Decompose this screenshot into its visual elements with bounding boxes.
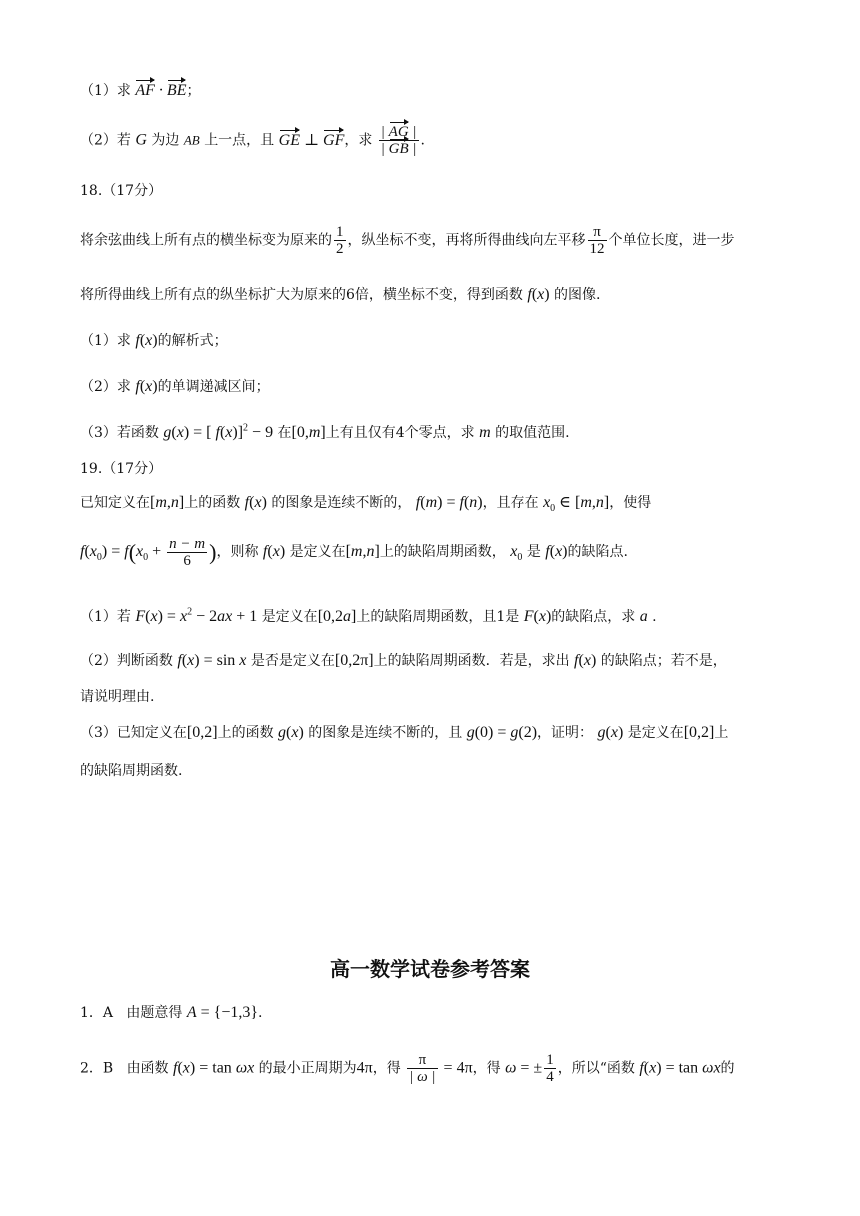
answer-2-num: 2．B xyxy=(80,1060,114,1077)
q19-p3-mid: 上的函数 xyxy=(217,725,274,741)
q18-p1-fx: f(x) xyxy=(135,332,158,349)
q19-p3-mid3: ，证明： xyxy=(537,725,594,741)
q19-def-d: ，且存在 xyxy=(482,495,539,511)
q18-part1 xyxy=(80,330,228,350)
q19-def-line1 xyxy=(80,492,651,514)
q19-def-line2 xyxy=(80,536,628,569)
q17-p2-ab: AB xyxy=(183,132,200,148)
answer-2-frac: $\frac{\pi}{| \omega |}$ xyxy=(409,1052,436,1085)
q17-part2 xyxy=(80,124,425,157)
answer-1-suffix: . xyxy=(258,1005,263,1021)
q19-def-c: 的图象是连续不断的， xyxy=(271,495,412,511)
q19-def2-c: 上的缺陷周期函数， xyxy=(379,544,506,561)
q19-p3-mid4: 是定义在 xyxy=(627,725,684,741)
q18-p1-prefix: （1）求 xyxy=(80,333,131,349)
answer-2-fx2: f(x) = tan ωx xyxy=(639,1059,721,1077)
answer-2 xyxy=(80,1052,735,1085)
answer-1-text: 由题意得 xyxy=(126,1005,183,1021)
q18-part2 xyxy=(80,376,270,396)
q17-p2-suffix: . xyxy=(420,132,425,149)
q19-p1-mid2: 上的缺陷周期函数，且1是 xyxy=(356,609,520,625)
q18-p2-suffix: 的单调递减区间； xyxy=(157,379,270,395)
q17-p2-perp: GE ⊥ GF xyxy=(278,131,345,149)
q19-p2-mid2: 上的缺陷周期函数．若是，求出 xyxy=(373,653,570,669)
q18-intro-c: 个单位长度，进一步 xyxy=(608,232,735,249)
q18-intro-line2 xyxy=(80,284,600,304)
q19-p3-interval2: [0,2] xyxy=(683,724,715,741)
q19-part3-line2: 的缺陷周期函数. xyxy=(80,763,183,779)
q18-intro-d: 将所得曲线上所有点的纵坐标扩大为原来的6倍，横坐标不变，得到函数 xyxy=(80,287,523,303)
q17-p2-mid1: 为边 xyxy=(151,132,180,149)
q19-def-fm-fn: f(m) = f(n) xyxy=(415,494,483,511)
q18-p3-interval: [0,m] xyxy=(291,424,326,441)
q19-def2-x0: $x_0$ xyxy=(510,543,523,564)
answer-2-suffix: 的 xyxy=(720,1060,735,1077)
q18-p3-prefix: （3）若函数 xyxy=(80,425,159,441)
q18-fx: f(x) xyxy=(527,286,550,303)
q18-intro-e: 的图像. xyxy=(554,287,601,303)
q18-p3-suffix: 的取值范围. xyxy=(495,425,570,441)
q19-def2-b: 是定义在 xyxy=(289,544,346,561)
q19-def2-d: 是 xyxy=(526,544,541,561)
q19-def-equation: $f(x_0) = f(x_0$ + $\frac{n - m}{6}$ ) xyxy=(80,536,217,569)
answer-2-omega: ω = ± xyxy=(505,1059,543,1077)
q18-p3-mid: 在 xyxy=(277,425,292,441)
q19-p3-mid5: 上 xyxy=(714,725,729,741)
q18-part3 xyxy=(80,422,570,442)
q19-p3-mid2: 的图象是连续不断的，且 xyxy=(308,725,463,741)
q19-p1-mid3: 的缺陷点，求 xyxy=(551,609,636,625)
q19-p2-fx: f(x) = sin x xyxy=(177,652,247,669)
answer-1 xyxy=(80,1002,262,1022)
q19-header: 19.（17分） xyxy=(80,461,163,477)
q19-p2-mid3: 的缺陷点；若不是， xyxy=(600,653,727,669)
answer-2-4pi: 4π xyxy=(356,1059,373,1077)
q19-p3-prefix: （3）已知定义在 xyxy=(80,725,187,741)
q19-def-e: ，使得 xyxy=(609,495,652,511)
q19-part3 xyxy=(80,722,728,742)
q17-p2-g: G xyxy=(135,131,147,149)
q19-def2-interval: [m,n] xyxy=(345,543,380,561)
answer-2-mid3: ，得 xyxy=(472,1060,501,1077)
q19-part2-line2: 请说明理由. xyxy=(80,689,155,705)
q18-p2-fx: f(x) xyxy=(135,378,158,395)
answer-2-quarter: $\frac{1}{4}$ xyxy=(546,1052,554,1085)
q18-header: 18.（17分） xyxy=(80,183,163,199)
q18-p3-mid2: 上有且仅有4个零点，求 xyxy=(325,425,475,441)
q19-part1 xyxy=(80,606,657,626)
q18-p2-prefix: （2）求 xyxy=(80,379,131,395)
answer-1-set: A = {−1,3} xyxy=(186,1004,259,1021)
q19-def2-fx2: f(x) xyxy=(545,543,568,561)
q19-p1-suffix: . xyxy=(652,609,657,625)
q19-def-x0: $x_0$ ∈ [m,n] xyxy=(543,494,610,515)
q18-frac-half: $\frac{1}{2}$ xyxy=(336,224,344,257)
q18-intro-b: ，纵坐标不变，再将所得曲线向左平移 xyxy=(347,232,586,249)
q19-def-a: 已知定义在 xyxy=(80,495,150,511)
q19-p1-Fx2: F(x) xyxy=(523,608,552,625)
q19-part2 xyxy=(80,650,727,670)
q19-p1-Fx: $F(x) = x^2 - 2ax + 1$ xyxy=(135,606,258,625)
q18-p1-suffix: 的解析式； xyxy=(157,333,228,349)
q19-p3-interval: [0,2] xyxy=(186,724,218,741)
q17-p1-math: AF · BE xyxy=(135,82,187,99)
q17-part1 xyxy=(80,80,200,100)
q19-p2-fx2: f(x) xyxy=(574,652,597,669)
answer-2-fx: f(x) = tan ωx xyxy=(173,1059,255,1077)
answer-1-num: 1．A xyxy=(80,1005,114,1021)
answer-2-mid4: ，所以“函数 xyxy=(557,1060,635,1077)
q18-p3-gx: g(x) = [ f(x)]$^2$ − 9 xyxy=(163,422,274,441)
q19-def-fx: f(x) xyxy=(244,494,267,511)
answers-title: 高一数学试卷参考答案 xyxy=(330,957,530,981)
q17-p1-prefix: （1）求 xyxy=(80,83,131,99)
q19-def-interval: [m,n] xyxy=(150,494,185,511)
q18-p3-m: m xyxy=(479,424,491,441)
q17-p2-prefix: （2）若 xyxy=(80,132,131,149)
q19-p1-mid: 是定义在 xyxy=(261,609,318,625)
q18-intro-line1 xyxy=(80,224,735,257)
q17-p2-mid2: 上一点，且 xyxy=(204,132,275,149)
q19-def2-a: ，则称 xyxy=(216,544,259,561)
q19-p3-g0g2: g(0) = g(2) xyxy=(466,724,538,741)
answer-2-mid2: ，得 xyxy=(372,1060,401,1077)
answer-2-mid: 的最小正周期为 xyxy=(258,1060,357,1077)
q19-p2-interval: [0,2π] xyxy=(334,652,374,669)
answer-2-text: 由函数 xyxy=(126,1060,169,1077)
q19-p3-gx2: g(x) xyxy=(597,724,624,741)
q19-def2-e: 的缺陷点. xyxy=(567,544,628,561)
q17-p1-suffix: ； xyxy=(186,83,201,99)
answer-2-eq: = 4π xyxy=(439,1059,473,1077)
q19-p2-mid: 是否是定义在 xyxy=(250,653,335,669)
q17-p2-fraction: $\frac{| AG |}{| GB |}$ xyxy=(380,124,417,157)
q19-def2-fx: f(x) xyxy=(262,543,286,561)
q18-frac-pi12: $\frac{\pi}{12}$ xyxy=(589,224,605,257)
q19-p2-prefix: （2）判断函数 xyxy=(80,653,173,669)
q19-p1-interval: [0,2a] xyxy=(317,608,357,625)
q19-p3-gx: g(x) xyxy=(278,724,304,741)
q19-def-b: 上的函数 xyxy=(184,495,241,511)
q17-p2-mid3: ，求 xyxy=(344,132,373,149)
q18-intro-a: 将余弦曲线上所有点的横坐标变为原来的 xyxy=(80,232,332,249)
q19-p1-a: a xyxy=(639,608,648,625)
q19-p1-prefix: （1）若 xyxy=(80,609,131,625)
